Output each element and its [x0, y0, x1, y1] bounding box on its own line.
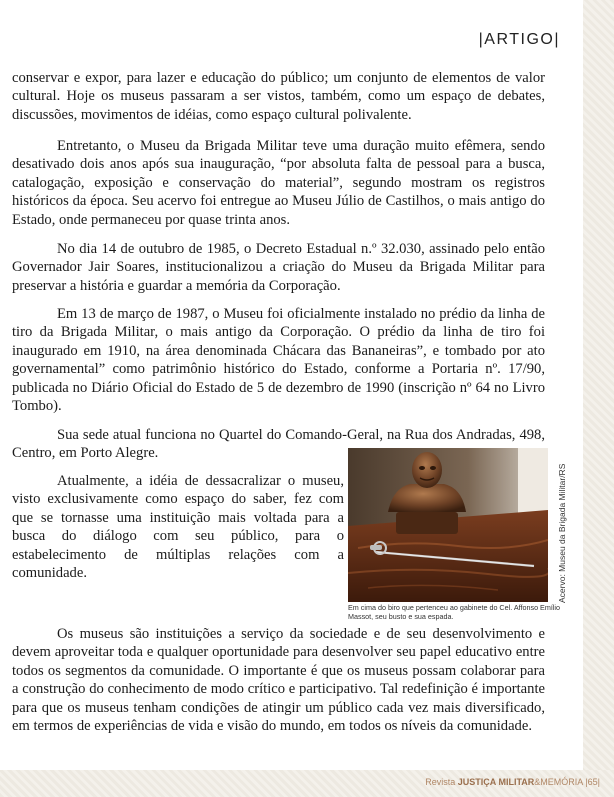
photo-caption: Em cima do biro que pertenceu ao gabinete do Cel. Affonso Emílio Massot, seu busto e sua espada.: [348, 603, 561, 621]
section-header: |ARTIGO|: [478, 31, 560, 48]
page-number: |65|: [585, 777, 600, 787]
footer-prefix: Revista: [425, 777, 458, 787]
paragraph-6: Atualmente, a idéia de dessacralizar o museu, visto exclusivamente como espaço do saber, fez com que se tornasse uma instituição mais voltada para a busca do diálogo com seu público, para o estabelecimento de múltiplas relações com a comunidade.: [12, 473, 344, 582]
bust-and-sword-image: [348, 448, 548, 602]
footer-magazine-title: JUSTIÇA MILITAR: [457, 777, 535, 787]
paragraph-3: No dia 14 de outubro de 1985, o Decreto Estadual n.º 32.030, assinado pelo então Governador Jair Soares, institucionalizou a criação do Museu da Brigada Militar para preservar a história e guardar a memória da Corporação.: [12, 241, 545, 294]
photo-credit: Acervo: Museu da Brigada Militar/RS: [557, 463, 567, 603]
paragraph-4: Em 13 de março de 1987, o Museu foi oficialmente instalado no prédio da linha de tiro da Brigada Militar, o mais antigo da Corporação. O prédio da linha de tiro foi inaugurado em 1910, na área denominada Chácara das Bananeiras”, e tombado por ato governamental” como patrimônio histórico do Estado, conforme a Portaria nº. 17/90, publicada no Diário Oficial do Estado de 5 de dezembro de 1990 (inscrição nº 64 no Livro Tombo).: [12, 306, 545, 415]
paragraph-7: Os museus são instituições a serviço da sociedade e de seu desenvolvimento e devem aproveitar toda e qualquer oportunidade para desenvolver seu papel educativo entre todos os segmentos da comunidade. O importante é que os museus possam colaborar para a construção do conhecimento de modo crítico e participativo. Tal redefinição é importante para que os museus tenham condições de atingir um público cada vez mais diversificado, em termos de experiências de vida e visão do mundo, em todos os níveis da comunidade.: [12, 626, 545, 735]
footer-suffix: &MEMÓRIA: [534, 777, 583, 787]
page-edge-texture: [583, 0, 614, 797]
paragraph-5: Sua sede atual funciona no Quartel do Comando-Geral, na Rua dos Andradas, 498, Centro, em Porto Alegre.: [12, 427, 545, 462]
paragraph-1: conservar e expor, para lazer e educação do público; um conjunto de elementos de valor cultural. Hoje os museus passaram a ser vistos, também, como um espaço de debates, discussões, movimentos de idéias, como espaço cultural polivalente.: [12, 70, 545, 123]
museum-photo: [348, 448, 548, 602]
paragraph-2: Entretanto, o Museu da Brigada Militar teve uma duração muito efêmera, sendo desativado dois anos após sua inauguração, “por absoluta falta de pessoal para a busca, catalogação, exposição e conservação do material”, segundo mostram os registros históricos da época. Seu acervo foi entregue ao Museu Júlio de Castilhos, o mais antigo do Estado, onde permaneceu por quase trinta anos.: [12, 138, 545, 228]
page-footer: [425, 777, 600, 787]
